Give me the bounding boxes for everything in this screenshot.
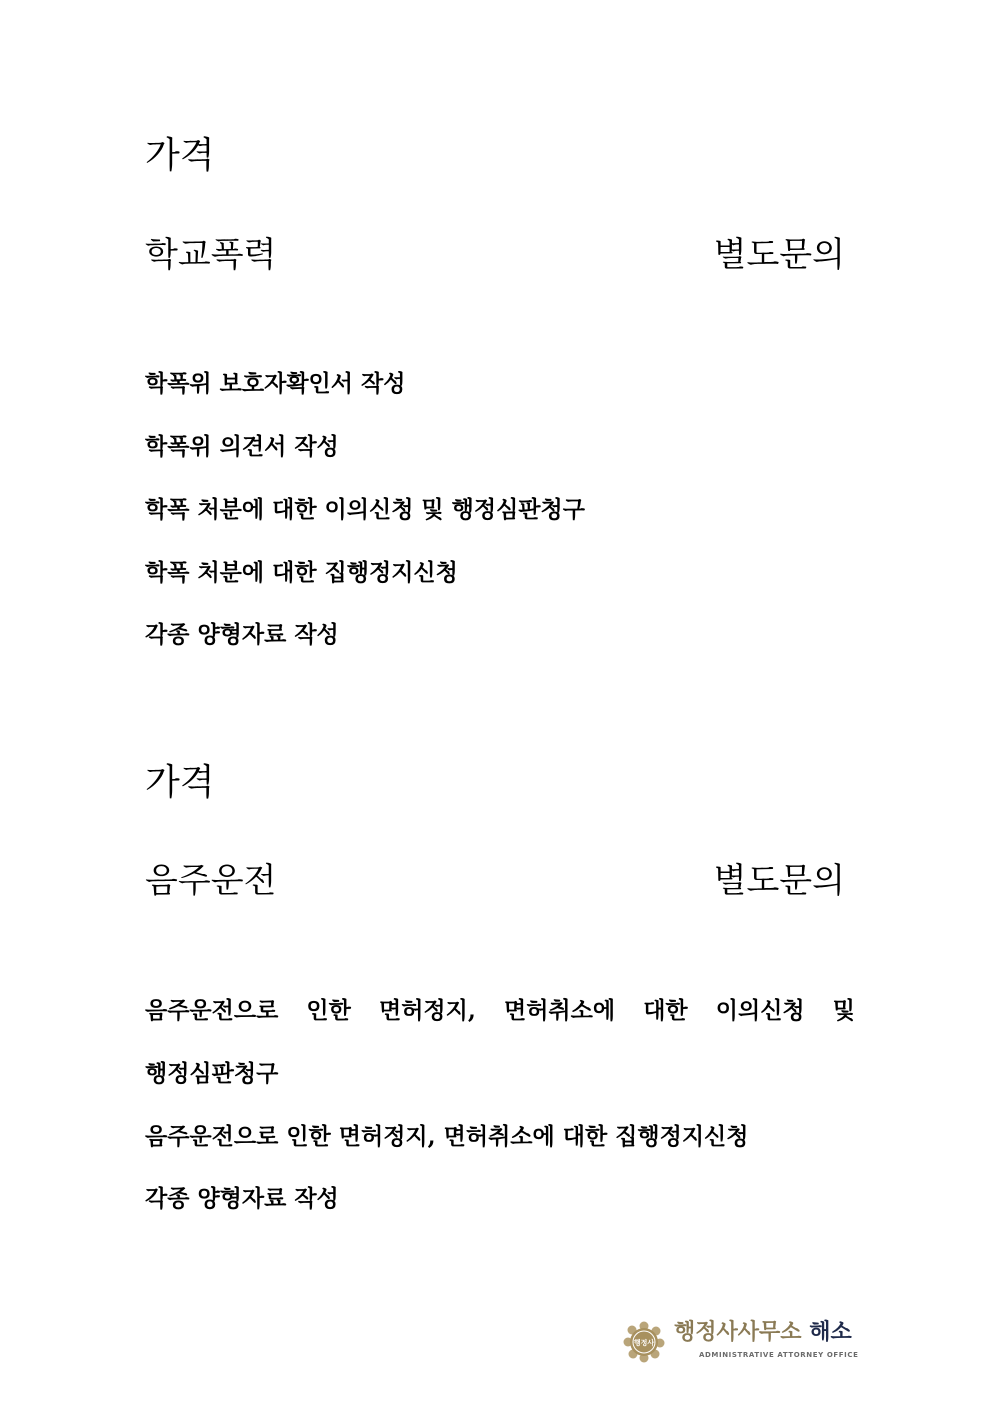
office-name-main: 행정사사무소 <box>674 1320 802 1345</box>
service-item: 각종 양형자료 작성 <box>145 621 339 648</box>
service-item: 각종 양형자료 작성 <box>145 1185 339 1212</box>
section-heading-price-2: 가격 <box>145 762 215 803</box>
office-logo <box>622 1318 859 1366</box>
section-heading-price-1: 가격 <box>145 135 215 176</box>
service-item: 학폭 처분에 대한 집행정지신청 <box>145 559 458 586</box>
price-inquiry-label: 별도문의 <box>713 235 845 275</box>
service-item: 행정심판청구 <box>145 1060 279 1087</box>
service-title-school-violence: 학교폭력 <box>145 235 277 275</box>
emblem-text: 행정사 <box>633 1339 655 1347</box>
service-item: 학폭위 보호자확인서 작성 <box>145 370 406 397</box>
price-inquiry-label: 별도문의 <box>713 861 845 901</box>
office-name-accent: 해소 <box>809 1320 852 1345</box>
office-name <box>674 1322 852 1344</box>
service-item: 음주운전으로 인한 면허정지, 면허취소에 대한 집행정지신청 <box>145 1123 749 1150</box>
service-title-drunk-driving: 음주운전 <box>145 861 277 901</box>
service-item: 학폭 처분에 대한 이의신청 및 행정심판청구 <box>145 496 585 523</box>
service-item: 음주운전으로 인한 면허정지, 면허취소에 대한 이의신청 및 <box>145 997 855 1024</box>
service-item: 학폭위 의견서 작성 <box>145 433 339 460</box>
price-row-school-violence <box>145 235 845 278</box>
emblem-icon <box>622 1320 666 1364</box>
office-subtitle: ADMINISTRATIVE ATTORNEY OFFICE <box>699 1351 859 1359</box>
price-row-drunk-driving <box>145 861 845 904</box>
